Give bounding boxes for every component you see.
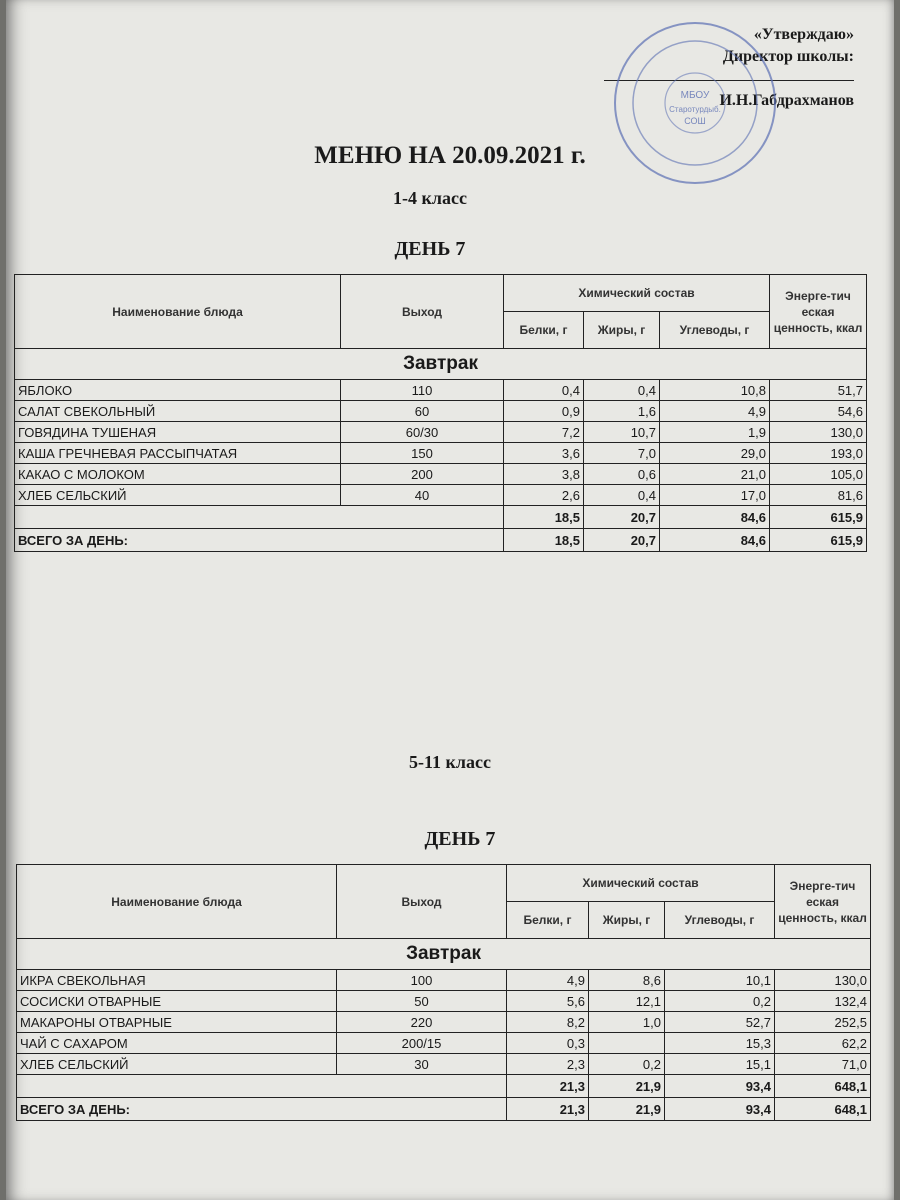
dish-energy: 81,6 [770, 485, 867, 506]
dish-energy: 51,7 [770, 380, 867, 401]
total-row [15, 529, 867, 552]
dish-name: КАКАО С МОЛОКОМ [15, 464, 341, 485]
total-label: ВСЕГО ЗА ДЕНЬ: [17, 1098, 507, 1121]
section-class-label: 1-4 класс [393, 188, 467, 208]
menu-table-1-4 [14, 274, 867, 552]
dish-name: ГОВЯДИНА ТУШЕНАЯ [15, 422, 341, 443]
dish-energy: 71,0 [775, 1054, 871, 1075]
table-row [15, 485, 867, 506]
subtotal-energy: 615,9 [770, 506, 867, 529]
table-row [15, 464, 867, 485]
dish-name: ИКРА СВЕКОЛЬНАЯ [17, 970, 337, 991]
dish-fat: 0,6 [584, 464, 660, 485]
dish-protein: 4,9 [507, 970, 589, 991]
col-chem-header: Химический состав [507, 865, 775, 902]
table-row [17, 1054, 871, 1075]
dish-yield: 40 [341, 485, 504, 506]
dish-carbs: 10,8 [660, 380, 770, 401]
subtotal-carbs: 84,6 [660, 506, 770, 529]
dish-fat: 8,6 [589, 970, 665, 991]
dish-carbs: 10,1 [665, 970, 775, 991]
dish-energy: 105,0 [770, 464, 867, 485]
dish-energy: 54,6 [770, 401, 867, 422]
total-fat: 21,9 [589, 1098, 665, 1121]
dish-name: САЛАТ СВЕКОЛЬНЫЙ [15, 401, 341, 422]
dish-yield: 100 [337, 970, 507, 991]
dish-yield: 150 [341, 443, 504, 464]
dish-protein: 3,8 [504, 464, 584, 485]
col-name-header: Наименование блюда [15, 275, 341, 349]
svg-text:Старотурдыб.: Старотурдыб. [669, 105, 721, 114]
table-row [15, 401, 867, 422]
dish-carbs: 0,2 [665, 991, 775, 1012]
director-name: И.Н.Габдрахманов [719, 92, 854, 109]
col-energy-header: Энерге-тич еская ценность, ккал [770, 275, 867, 349]
total-row [17, 1098, 871, 1121]
dish-yield: 200/15 [337, 1033, 507, 1054]
meal-label: Завтрак [15, 349, 867, 380]
dish-fat: 7,0 [584, 443, 660, 464]
total-energy: 648,1 [775, 1098, 871, 1121]
col-fat-header: Жиры, г [589, 902, 665, 939]
svg-text:МБОУ: МБОУ [680, 90, 710, 101]
col-yield-header: Выход [337, 865, 507, 939]
subtotal-row [17, 1075, 871, 1098]
table-row [17, 970, 871, 991]
col-carbs-header: Углеводы, г [660, 312, 770, 349]
dish-fat [589, 1033, 665, 1054]
page-title: МЕНЮ НА 20.09.2021 г. [314, 142, 586, 169]
dish-carbs: 1,9 [660, 422, 770, 443]
document-page [6, 0, 894, 1200]
dish-energy: 62,2 [775, 1033, 871, 1054]
dish-fat: 10,7 [584, 422, 660, 443]
dish-yield: 30 [337, 1054, 507, 1075]
subtotal-row [15, 506, 867, 529]
total-protein: 18,5 [504, 529, 584, 552]
col-carbs-header: Углеводы, г [665, 902, 775, 939]
subtotal-protein: 18,5 [504, 506, 584, 529]
dish-protein: 8,2 [507, 1012, 589, 1033]
dish-energy: 132,4 [775, 991, 871, 1012]
dish-energy: 193,0 [770, 443, 867, 464]
director-position: Директор школы: [722, 48, 854, 65]
dish-name: ЧАЙ С САХАРОМ [17, 1033, 337, 1054]
dish-fat: 0,4 [584, 485, 660, 506]
dish-yield: 50 [337, 991, 507, 1012]
dish-protein: 2,6 [504, 485, 584, 506]
table-row [15, 380, 867, 401]
col-name-header: Наименование блюда [17, 865, 337, 939]
table-row [17, 1033, 871, 1054]
menu-table-5-11 [16, 864, 871, 1121]
total-fat: 20,7 [584, 529, 660, 552]
section-day-label: ДЕНЬ 7 [394, 238, 466, 260]
subtotal-carbs: 93,4 [665, 1075, 775, 1098]
dish-carbs: 15,3 [665, 1033, 775, 1054]
approve-label: «Утверждаю» [753, 26, 854, 43]
table-row [15, 422, 867, 443]
dish-yield: 220 [337, 1012, 507, 1033]
dish-protein: 0,4 [504, 380, 584, 401]
dish-carbs: 21,0 [660, 464, 770, 485]
dish-name: МАКАРОНЫ ОТВАРНЫЕ [17, 1012, 337, 1033]
dish-protein: 0,9 [504, 401, 584, 422]
subtotal-label-cell [15, 506, 504, 529]
dish-carbs: 52,7 [665, 1012, 775, 1033]
subtotal-energy: 648,1 [775, 1075, 871, 1098]
dish-protein: 0,3 [507, 1033, 589, 1054]
col-fat-header: Жиры, г [584, 312, 660, 349]
total-energy: 615,9 [770, 529, 867, 552]
dish-fat: 12,1 [589, 991, 665, 1012]
subtotal-label-cell [17, 1075, 507, 1098]
col-energy-header: Энерге-тич еская ценность, ккал [775, 865, 871, 939]
dish-name: ХЛЕБ СЕЛЬСКИЙ [15, 485, 341, 506]
table-row [17, 1012, 871, 1033]
dish-name: СОСИСКИ ОТВАРНЫЕ [17, 991, 337, 1012]
subtotal-fat: 21,9 [589, 1075, 665, 1098]
dish-protein: 5,6 [507, 991, 589, 1012]
dish-fat: 1,6 [584, 401, 660, 422]
dish-yield: 110 [341, 380, 504, 401]
total-carbs: 84,6 [660, 529, 770, 552]
dish-energy: 130,0 [770, 422, 867, 443]
total-label: ВСЕГО ЗА ДЕНЬ: [15, 529, 504, 552]
col-protein-header: Белки, г [504, 312, 584, 349]
dish-protein: 2,3 [507, 1054, 589, 1075]
dish-name: ЯБЛОКО [15, 380, 341, 401]
total-protein: 21,3 [507, 1098, 589, 1121]
table-row [17, 991, 871, 1012]
subtotal-protein: 21,3 [507, 1075, 589, 1098]
dish-protein: 7,2 [504, 422, 584, 443]
dish-energy: 130,0 [775, 970, 871, 991]
dish-name: КАША ГРЕЧНЕВАЯ РАССЫПЧАТАЯ [15, 443, 341, 464]
dish-carbs: 15,1 [665, 1054, 775, 1075]
dish-carbs: 4,9 [660, 401, 770, 422]
dish-fat: 0,2 [589, 1054, 665, 1075]
dish-fat: 1,0 [589, 1012, 665, 1033]
dish-carbs: 29,0 [660, 443, 770, 464]
section-day-label: ДЕНЬ 7 [424, 828, 496, 850]
meal-label: Завтрак [17, 939, 871, 970]
col-chem-header: Химический состав [504, 275, 770, 312]
dish-yield: 60/30 [341, 422, 504, 443]
dish-energy: 252,5 [775, 1012, 871, 1033]
dish-yield: 200 [341, 464, 504, 485]
dish-yield: 60 [341, 401, 504, 422]
col-yield-header: Выход [341, 275, 504, 349]
svg-text:СОШ: СОШ [684, 116, 706, 126]
dish-fat: 0,4 [584, 380, 660, 401]
dish-protein: 3,6 [504, 443, 584, 464]
dish-name: ХЛЕБ СЕЛЬСКИЙ [17, 1054, 337, 1075]
total-carbs: 93,4 [665, 1098, 775, 1121]
table-row [15, 443, 867, 464]
col-protein-header: Белки, г [507, 902, 589, 939]
dish-carbs: 17,0 [660, 485, 770, 506]
subtotal-fat: 20,7 [584, 506, 660, 529]
section-class-label: 5-11 класс [409, 752, 491, 772]
